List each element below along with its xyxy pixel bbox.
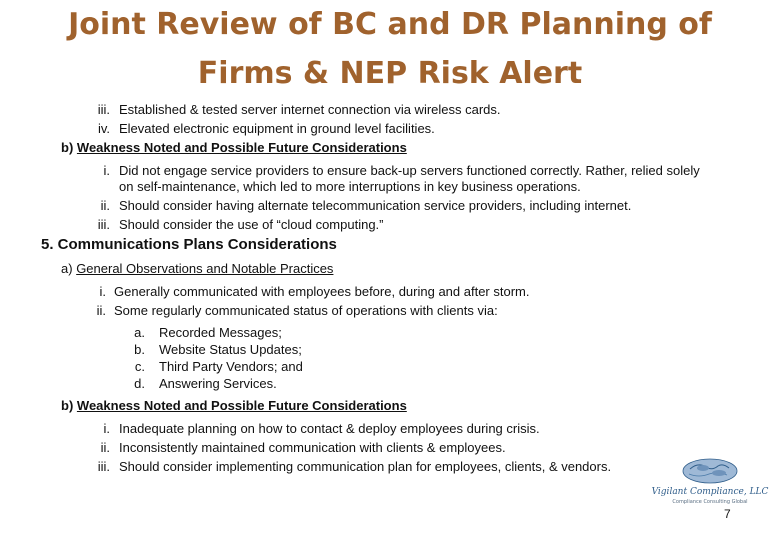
subheading-observations: [61, 261, 333, 277]
title-line-2: Firms & NEP Risk Alert: [197, 56, 583, 91]
section-title: 5. Communications Plans Considerations: [41, 236, 337, 253]
list-item: Did not engage service providers to ensure back-up servers functioned correctly. Rather, relied solely: [119, 163, 700, 178]
sublist-item: Answering Services.: [159, 376, 277, 391]
list-number: ii.: [100, 440, 110, 455]
sublist-letter: a.: [134, 325, 145, 340]
sublist-letter: c.: [134, 359, 145, 374]
list-number: iii.: [97, 217, 110, 232]
sublist-letter: b.: [134, 342, 145, 357]
list-item: Some regularly communicated status of operations with clients via:: [114, 303, 498, 318]
list-item: Established & tested server internet connection via wireless cards.: [119, 102, 501, 117]
list-number: i.: [99, 284, 106, 299]
list-number: i.: [103, 163, 110, 178]
list-number: iii.: [97, 459, 110, 474]
sublist-item: Website Status Updates;: [159, 342, 302, 357]
page-number: 7: [724, 507, 731, 521]
subheading-weakness-comms: [61, 398, 407, 414]
subheading-text: Weakness Noted and Possible Future Considerations: [76, 398, 407, 413]
sublist-letter: d.: [134, 376, 145, 391]
sublist-item: Recorded Messages;: [159, 325, 282, 340]
list-item: Should consider having alternate telecommunication service providers, including internet.: [119, 198, 632, 213]
list-item: Inconsistently maintained communication with clients & employees.: [119, 440, 506, 455]
list-item: Generally communicated with employees before, during and after storm.: [114, 284, 530, 299]
subheading-prefix: b): [61, 398, 74, 413]
subheading-text: General Observations and Notable Practices: [76, 261, 334, 276]
list-item: Inadequate planning on how to contact & deploy employees during crisis.: [119, 421, 540, 436]
svg-text:Compliance Consulting Global: Compliance Consulting Global: [672, 499, 748, 505]
sublist-item: Third Party Vendors; and: [159, 359, 303, 374]
list-number: i.: [103, 421, 110, 436]
list-item: Elevated electronic equipment in ground level facilities.: [119, 121, 435, 136]
list-item: Should consider implementing communication plan for employees, clients, & vendors.: [119, 459, 612, 474]
list-item: Should consider the use of “cloud computing.”: [119, 217, 384, 232]
subheading-text: Weakness Noted and Possible Future Considerations: [76, 140, 407, 155]
list-item-continuation: on self-maintenance, which led to more interruptions in key business operations.: [119, 179, 581, 194]
subheading-weakness-bcdr: [61, 140, 407, 156]
title-line-1: Joint Review of BC and DR Planning of: [68, 7, 712, 42]
list-number: iv.: [97, 121, 110, 136]
list-number: ii.: [100, 198, 110, 213]
globe-icon: [645, 458, 775, 508]
subheading-prefix: a): [61, 261, 73, 276]
slide-title: [0, 0, 780, 98]
list-number: ii.: [96, 303, 106, 318]
subheading-prefix: b): [61, 140, 74, 155]
svg-text:Vigilant Compliance, LLC: Vigilant Compliance, LLC: [651, 487, 769, 497]
list-number: iii.: [97, 102, 110, 117]
company-logo: [645, 458, 775, 508]
